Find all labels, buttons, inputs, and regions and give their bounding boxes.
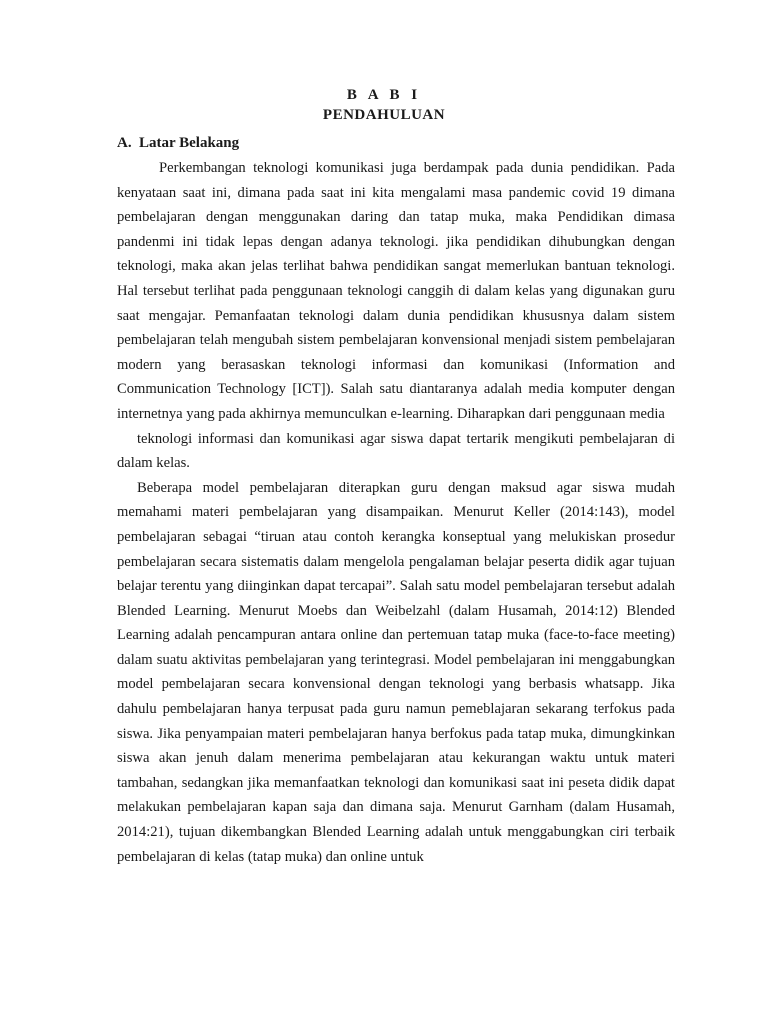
chapter-number: B A B I <box>346 87 422 103</box>
section-heading <box>117 133 239 153</box>
section-title: Latar Belakang <box>139 135 240 151</box>
document-body <box>117 156 675 869</box>
paragraph: teknologi informasi dan komunikasi agar siswa dapat tertarik mengikuti pembelajaran di dalam kelas. <box>117 430 675 472</box>
paragraph: Perkembangan teknologi komunikasi juga berdampak pada dunia pendidikan. Pada kenyataan saat ini, dimana pada saat ini kita mengalami masa pandemic covid 19 dimana pembelajaran dengan menggunakan daring dan tatap muka, maka Pendidikan dimasa pandenmi ini tidak lepas dengan adanya teknologi. jika pendidikan dihubungkan dengan teknologi, maka akan jelas terlihat bahwa pendidikan sangat memerlukan bantuan teknologi. Hal tersebut terlihat pada penggunaan teknologi canggih di dalam kelas yang digunakan guru saat mengajar. Pemanfaatan teknologi dalam dunia pendidikan khususnya dalam sistem pembelajaran telah mengubah sistem pembelajaran konvensional menjadi sistem pembelajaran modern yang berasaskan teknologi informasi dan komunikasi (Information and Communication Technology [ICT]). Salah satu diantaranya adalah media komputer dengan internetnya yang pada akhirnya memunculkan e-learning. Diharapkan dari penggunaan media <box>117 160 675 422</box>
section-letter: A. <box>117 135 132 151</box>
chapter-title: PENDAHULUAN <box>322 107 446 123</box>
paragraph: Beberapa model pembelajaran diterapkan guru dengan maksud agar siswa mudah memahami materi pembelajaran yang disampaikan. Menurut Keller (2014:143), model pembelajaran sebagai “tiruan atau contoh kerangka konseptual yang melukiskan prosedur pembelajaran secara sistematis dalam mengelola pengalaman belajar peserta didik agar tujuan belajar terentu yang diinginkan dapat tercapai”. Salah satu model pembelajaran tersebut adalah Blended Learning. Menurut Moebs dan Weibelzahl (dalam Husamah, 2014:12) Blended Learning adalah pencampuran antara online dan pertemuan tatap muka (face-to-face meeting) dalam suatu aktivitas pembelajaran yang terintegrasi. Model pembelajaran ini menggabungkan model pembelajaran secara konvensional dengan teknologi yang berbasis whatsapp. Jika dahulu pembelajaran hanya terpusat pada guru namun pemeblajaran sekarang terfokus pada siswa. Jika penyampaian materi pembelajaran hanya berfokus pada tatap muka, dimungkinkan siswa akan jenuh dalam menerima pembelajaran atau kekurangan waktu untuk materi tambahan, sedangkan jika memanfaatkan teknologi dan komunikasi saat ini peseta didik dapat melakukan pembelajaran kapan saja dan dimana saja. Menurut Garnham (dalam Husamah, 2014:21), tujuan dikembangkan Blended Learning adalah untuk menggabungkan ciri terbaik pembelajaran di kelas (tatap muka) dan online untuk <box>117 479 675 865</box>
